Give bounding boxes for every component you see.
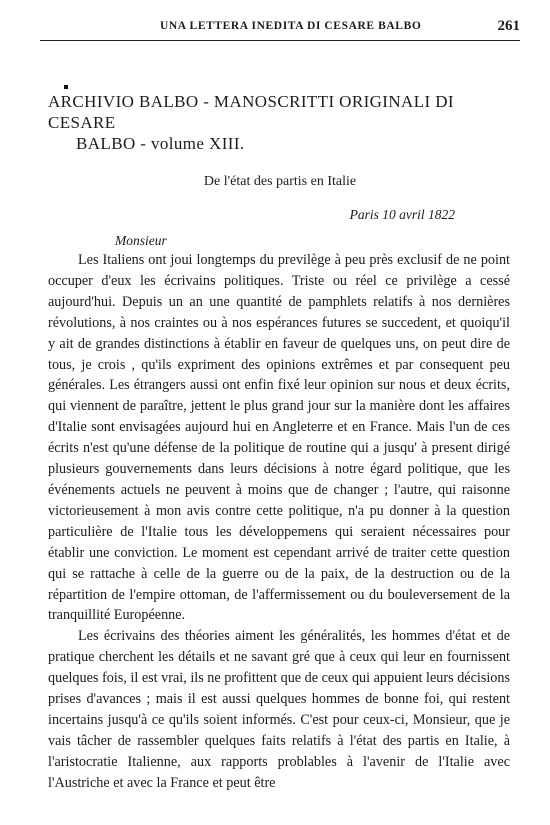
paragraph-1: Les Italiens ont joui longtemps du previlège à peu près exclusif de ne point occuper d'eux les écrivains politiques. Triste ou réel ce privilège a cessé aujourd'hui. Depuis un an une quantité de pamphlets relatifs à nos dernières révolutions, à nos craintes ou à nos espérances futures se succedent, et quoiqu'il y ait de grandes distinctions à établir en faveur de quelques uns, on peut dire de tous, je crois , qu'ils expriment des opinions extrêmes et par consequent peu générales. Les étrangers aussi ont enfin fixé leur opinion sur nous et deux écrits, qui viennent de paraître, jettent le plus grand jour sur la manière dont les affaires d'Italie sont envisagées aujourd hui en Angleterre et en France. Mais l'un de ces écrits n'est qu'une défense de la politique de routine qui a jusqu' à present dirigé plusieurs gouvernements dans leurs décisions à notre égard politique, que les événements actuels ne peuvent à moins que de changer ; l'autre, qui raisonne victorieusement à mon avis contre cette politique, n'a pu donner à la question particulière de l'Italie tous les développemens qui seraient nécessaires pour établir une conviction. Le moment est cependant arrivé de traiter cette question qui se rattache à celle de la guerre ou de la paix, de la destruction ou de la répartition de l'empire ottoman, de l'affermissement ou du bouleversement de la tranquillité Européenne.: [48, 252, 510, 624]
running-head: [40, 18, 520, 38]
archive-heading-line-1: ARCHIVIO BALBO - MANOSCRITTI ORIGINALI DI CESARE: [48, 92, 454, 132]
salutation: Monsieur: [115, 233, 167, 248]
archive-heading-line-2: BALBO - volume XIII.: [76, 134, 245, 153]
document-title: De l'état des partis en Italie: [203, 174, 357, 189]
page-number: 261: [497, 18, 520, 34]
print-speck: [64, 85, 68, 89]
header-rule: [40, 40, 520, 41]
archive-heading: [48, 91, 518, 154]
running-title: UNA LETTERA INEDITA DI CESARE BALBO: [160, 20, 422, 32]
letter-body: [48, 250, 510, 794]
place-date: Paris 10 avril 1822: [349, 207, 455, 222]
paragraph-2: Les écrivains des théories aiment les généralités, les hommes d'état et de pratique cherchent les détails et ne savant gré que à ceux qui leur en fournissent quelques fois, il est vrai, ils ne profittent que de ceux qui appuient leurs décisions prises d'avances ; mais il est aussi quelques hommes de bonne foi, qui restent incertains jusqu'à ce qu'ils soient informés. C'est pour ceux-ci, Monsieur, que je vais tâcher de rassembler quelques faits relatifs à l'état des partis en Italie, à l'aristocratie Italienne, aux rapports problables à l'avenir de l'Italie avec l'Austriche et avec la France et peut être: [48, 628, 510, 791]
